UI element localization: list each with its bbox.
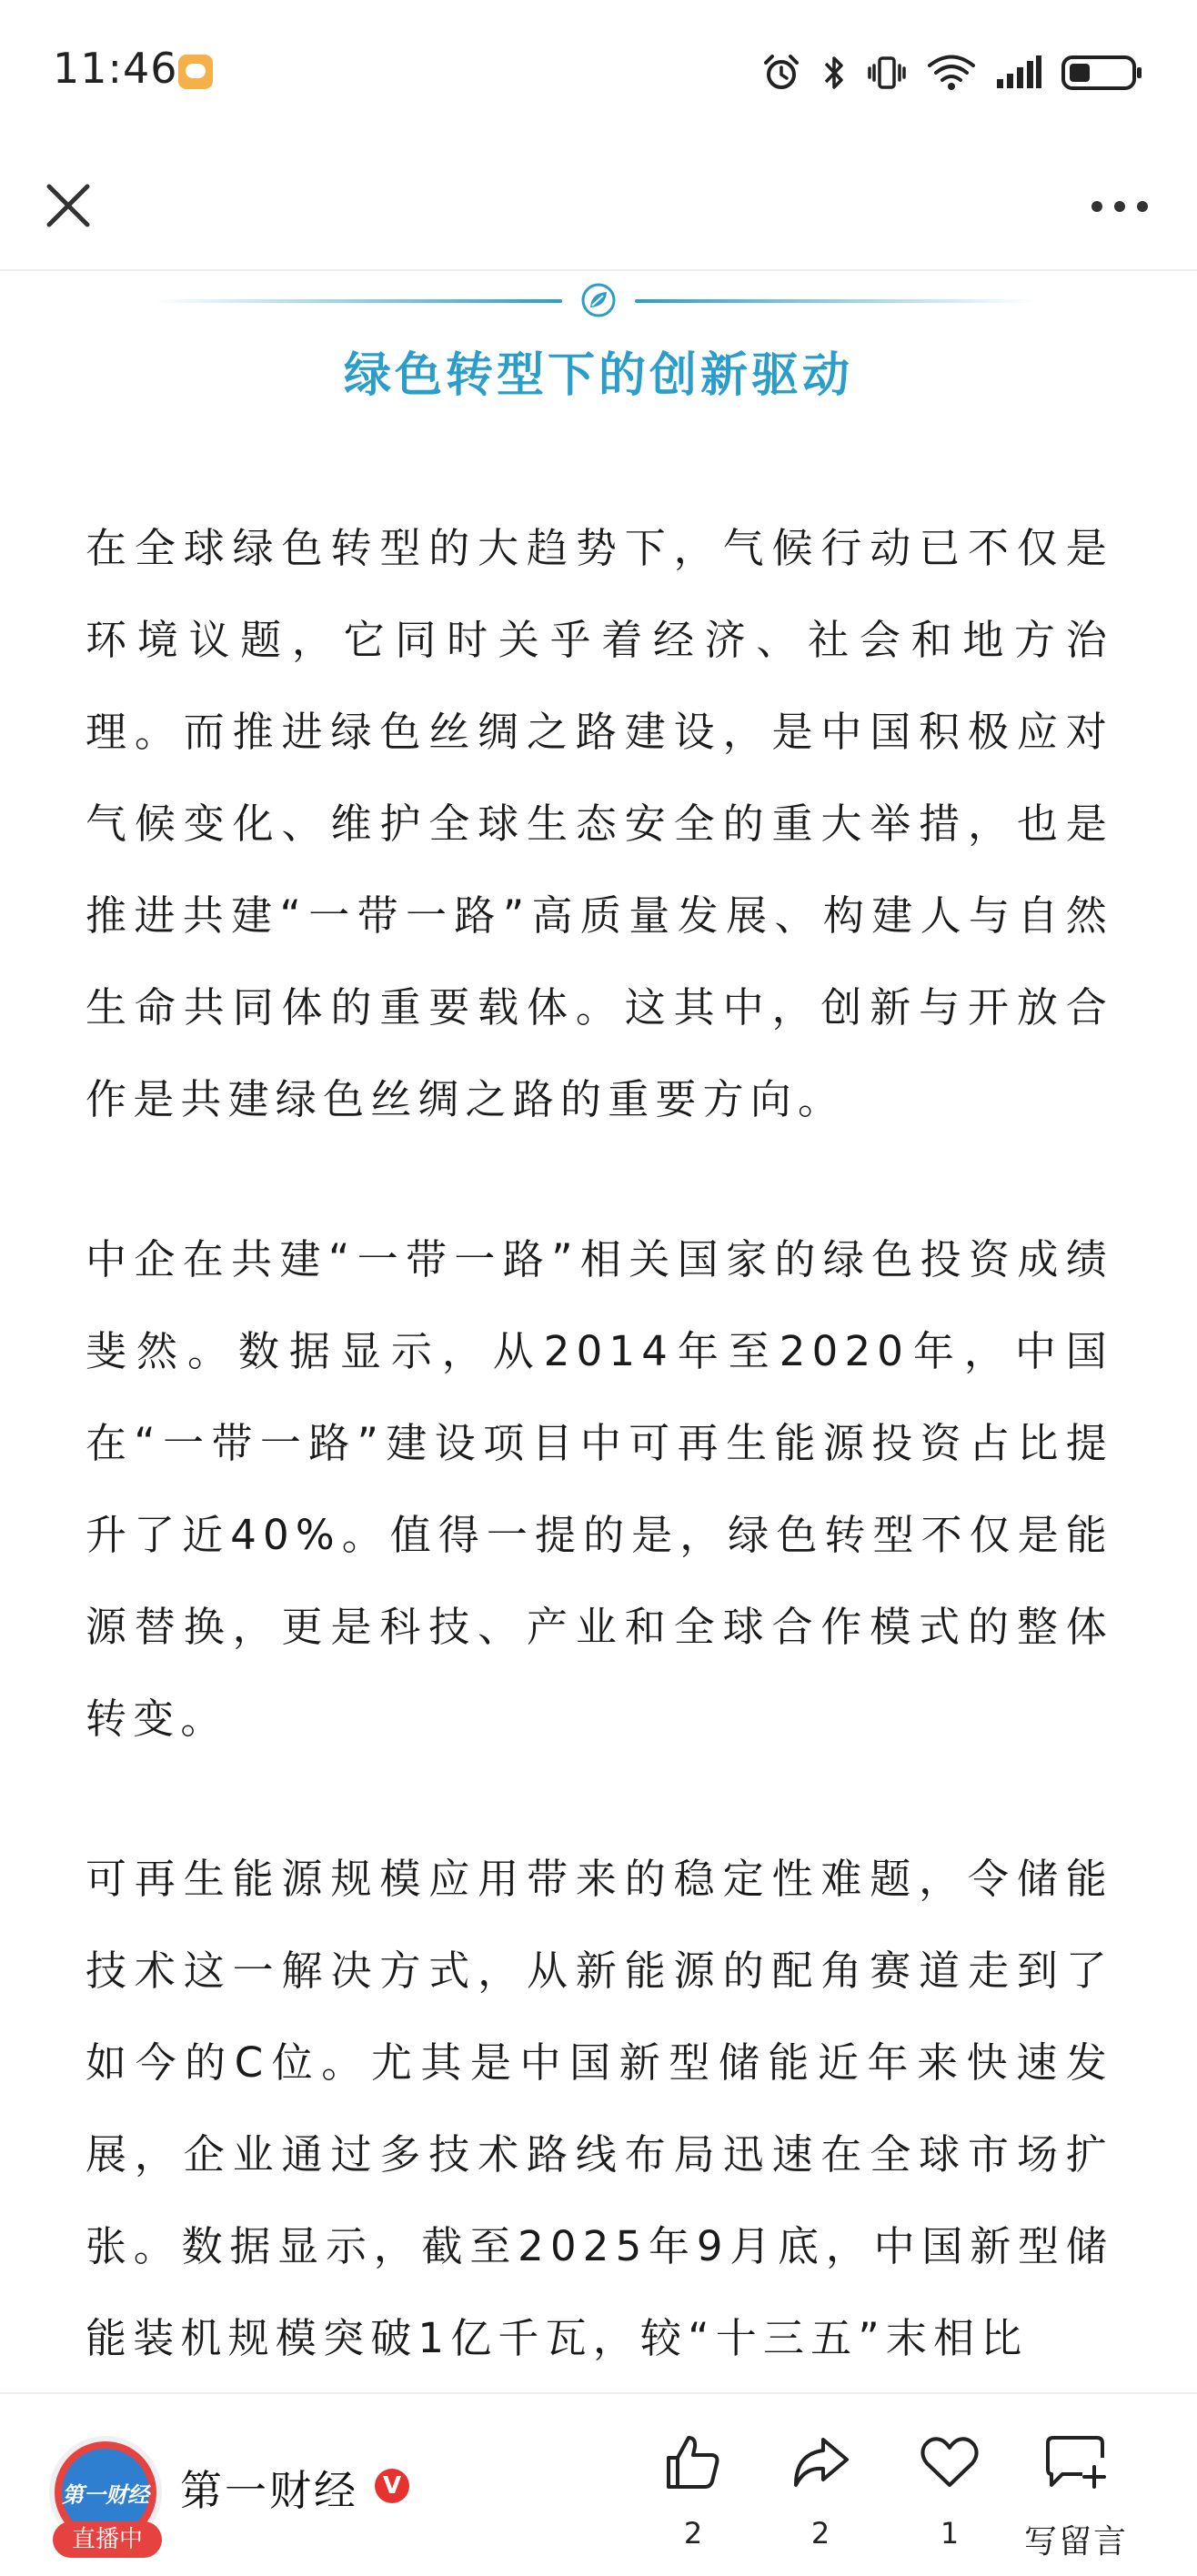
top-nav (0, 146, 1197, 271)
article-paragraph: 可再生能源规模应用带来的稳定性难题，令储能技术这一解决方式，从新能源的配角赛道走到了如今的C位。尤其是中国新型储能近年来快速发展，企业通过多技术路线布局迅速在全球市场扩张。数据显示，截至2025年9月底，中国新型储能装机规模突破1亿千瓦，较“十三五”末相比 (86, 1855, 1113, 2362)
decorative-line-right (635, 299, 1035, 303)
bluetooth-icon (820, 52, 848, 94)
share-count: 2 (810, 2516, 830, 2551)
live-badge[interactable]: 直播中 (53, 2521, 162, 2558)
comment-add-icon (1042, 2430, 1110, 2494)
avatar-logo-text: 第一财经 (62, 2481, 149, 2508)
status-bar (0, 0, 1197, 146)
write-comment-label: 写留言 (1023, 2523, 1128, 2561)
write-comment-button[interactable] (1017, 2430, 1135, 2567)
vibrate-icon (866, 52, 908, 94)
close-icon (27, 166, 109, 247)
wifi-icon (926, 52, 977, 94)
section-header (0, 273, 1197, 418)
leaf-emblem-icon (580, 282, 617, 318)
article-paragraph: 中企在共建“一带一路”相关国家的绿色投资成绩斐然。数据显示，从2014年至2020年，中国在“一带一路”建设项目中可再生能源投资占比提升了近40%。值得一提的是，绿色转型不仅是能源替换，更是科技、产业和全球合作模式的整体转变。 (86, 1235, 1113, 1743)
battery-icon (1061, 52, 1144, 94)
alarm-icon (760, 52, 802, 94)
notification-app-icon (178, 55, 213, 89)
heart-icon (918, 2430, 981, 2494)
status-icons (760, 45, 1144, 100)
status-time: 11:46 (53, 44, 178, 93)
close-button[interactable] (27, 166, 109, 247)
article-paragraph: 在全球绿色转型的大趋势下，气候行动已不仅是环境议题，它同时关乎着经济、社会和地方治理。而推进绿色丝绸之路建设，是中国积极应对气候变化、维护全球生态安全的重大举措，也是推进共建“一带一路”高质量发展、构建人与自然生命共同体的重要载体。这其中，创新与开放合作是共建绿色丝绸之路的重要方向。 (86, 524, 1113, 1123)
signal-icon (995, 52, 1042, 94)
favorite-button[interactable] (895, 2430, 1004, 2567)
article-body (86, 502, 1113, 2384)
share-arrow-icon (789, 2430, 852, 2494)
verified-badge-icon: V (375, 2469, 409, 2503)
more-icon (1079, 166, 1161, 247)
like-count: 2 (683, 2516, 703, 2551)
like-button[interactable] (639, 2430, 748, 2567)
bottom-action-bar (0, 2392, 1197, 2576)
account-name[interactable]: 第一财经 (180, 2466, 358, 2515)
thumbs-up-icon (661, 2430, 725, 2494)
decorative-line-left (155, 299, 562, 303)
share-button[interactable] (766, 2430, 875, 2567)
section-title: 绿色转型下的创新驱动 (343, 348, 853, 403)
more-button[interactable] (1079, 166, 1161, 247)
favorite-count: 1 (940, 2516, 960, 2551)
